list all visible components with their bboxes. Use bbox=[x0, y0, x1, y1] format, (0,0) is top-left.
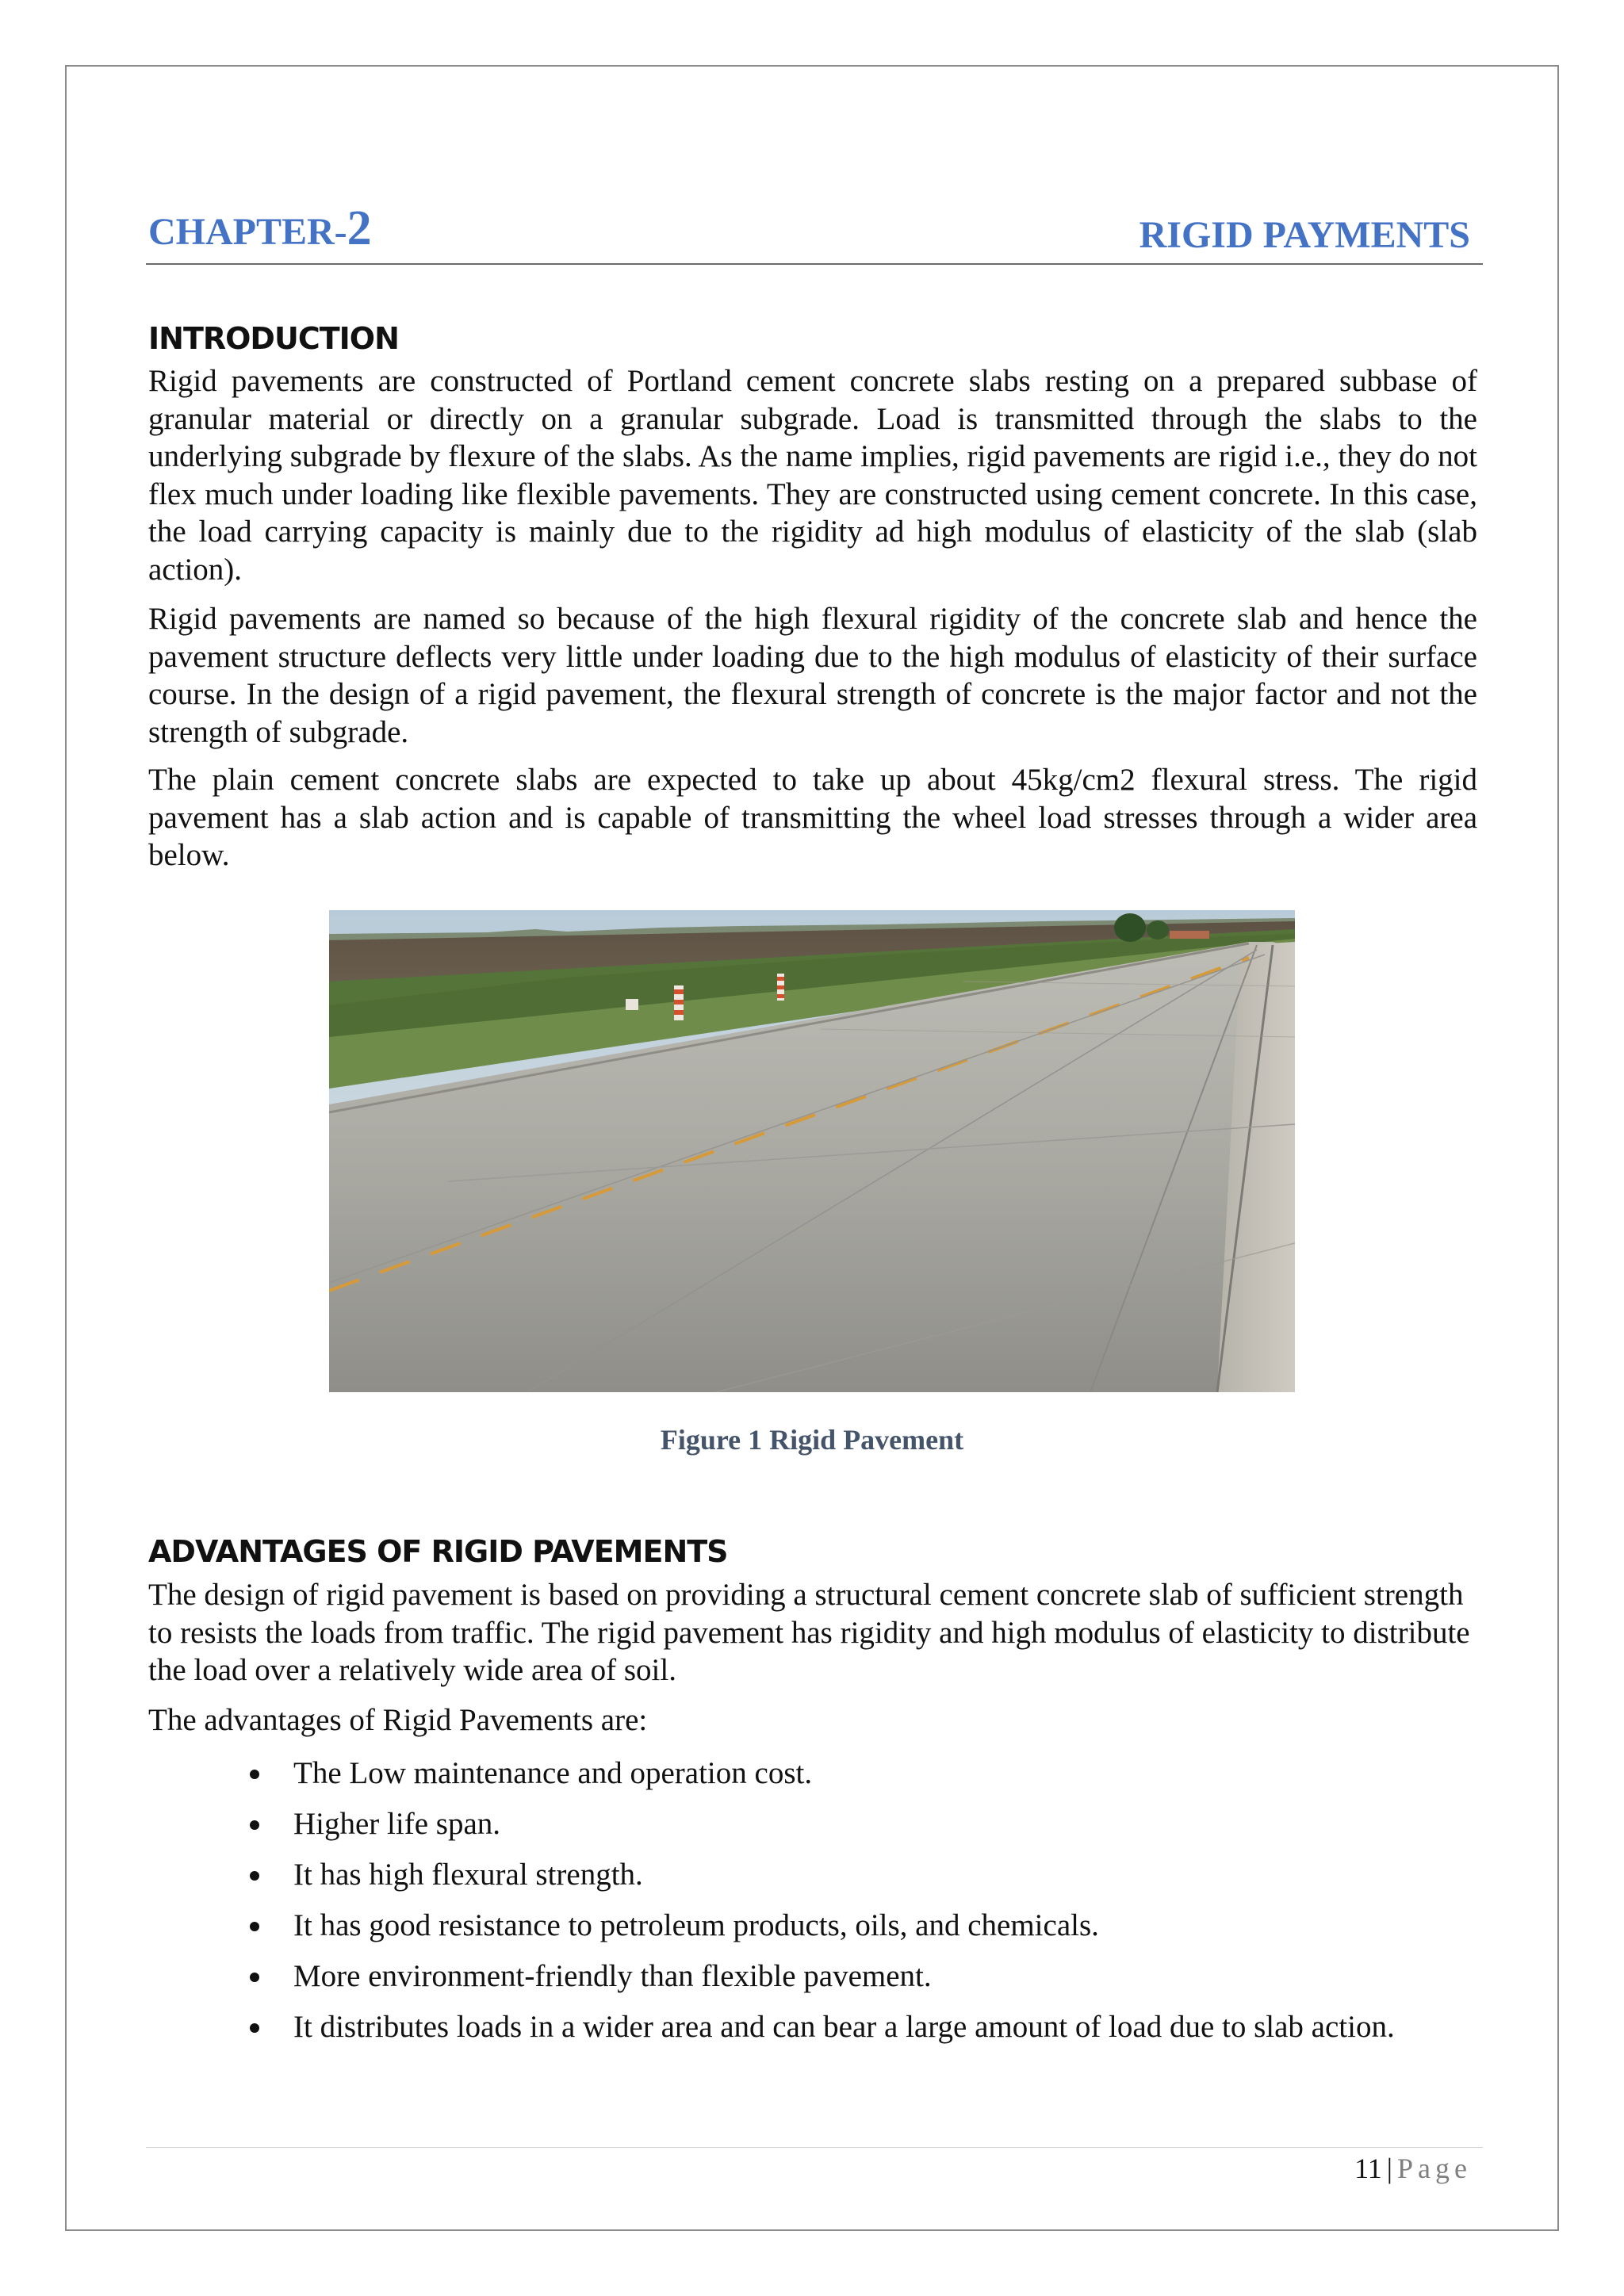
chapter-header bbox=[146, 201, 1483, 265]
bullet-icon bbox=[250, 1922, 259, 1931]
advantages-paragraph: The design of rigid pavement is based on providing a structural cement concrete slab of sufficient strength to resists the loads from traffic. The rigid pavement has rigidity and high modulus of elasticity to distribute the load over a relatively wide area of soil. bbox=[148, 1578, 1470, 1687]
list-item bbox=[148, 1951, 1496, 2002]
chapter-word: CHAPTER- bbox=[148, 211, 347, 253]
footer-rule bbox=[146, 2147, 1483, 2148]
advantages-lead: The advantages of Rigid Pavements are: bbox=[148, 1703, 648, 1737]
chapter-label bbox=[148, 201, 372, 257]
chapter-title: RIGID PAYMENTS bbox=[1139, 214, 1470, 256]
figure-caption: Figure 1 Rigid Pavement bbox=[660, 1424, 964, 1456]
page-label: Page bbox=[1397, 2152, 1472, 2184]
intro-paragraph-2: Rigid pavements are named so because of the high flexural rigidity of the concrete slab and hence the pavement structure deflects very little under loading due to the high modulus of elasticity of their surface course. In the design of a rigid pavement, the flexural strength of concrete is the major factor and not the strength of subgrade. bbox=[148, 602, 1477, 749]
list-item-text: Higher life span. bbox=[293, 1807, 501, 1841]
introduction-heading: INTRODUCTION bbox=[148, 321, 399, 356]
bullet-icon bbox=[250, 2023, 259, 2033]
bullet-icon bbox=[250, 1820, 259, 1830]
bullet-icon bbox=[250, 1973, 259, 1982]
advantages-list bbox=[148, 1748, 1496, 2053]
bullet-icon bbox=[250, 1871, 259, 1881]
rigid-pavement-photo bbox=[329, 910, 1295, 1392]
list-item bbox=[148, 1748, 1496, 1799]
intro-paragraph-1: Rigid pavements are constructed of Portland cement concrete slabs resting on a prepared subbase of granular material or directly on a granular subgrade. Load is transmitted through the slabs to the underlying subgrade by flexure of the slabs. As the name implies, rigid pavements are rigid i.e., they do not flex much under loading like flexible pavements. They are constructed using cement concrete. In this case, the load carrying capacity is mainly due to the rigidity ad high modulus of elasticity of the slab (slab action). bbox=[148, 364, 1477, 587]
page-separator: | bbox=[1386, 2152, 1393, 2184]
page-number bbox=[1354, 2152, 1472, 2185]
advantages-heading: ADVANTAGES OF RIGID PAVEMENTS bbox=[148, 1534, 728, 1569]
list-item bbox=[148, 2002, 1496, 2053]
list-item bbox=[148, 1900, 1496, 1951]
list-item-text: It distributes loads in a wider area and can bear a large amount of load due to slab action. bbox=[293, 2010, 1395, 2044]
list-item-text: The Low maintenance and operation cost. bbox=[293, 1756, 813, 1790]
list-item-text: More environment-friendly than flexible pavement. bbox=[293, 1959, 932, 1993]
list-item-text: It has high flexural strength. bbox=[293, 1858, 643, 1892]
list-item bbox=[148, 1850, 1496, 1900]
intro-paragraph-3: The plain cement concrete slabs are expected to take up about 45kg/cm2 flexural stress. The rigid pavement has a slab action and is capable of transmitting the wheel load stresses through a wider area below. bbox=[148, 763, 1477, 872]
page-number-value: 11 bbox=[1354, 2152, 1382, 2184]
list-item-text: It has good resistance to petroleum products, oils, and chemicals. bbox=[293, 1908, 1099, 1942]
list-item bbox=[148, 1799, 1496, 1850]
chapter-number: 2 bbox=[347, 201, 372, 255]
bullet-icon bbox=[250, 1770, 259, 1779]
